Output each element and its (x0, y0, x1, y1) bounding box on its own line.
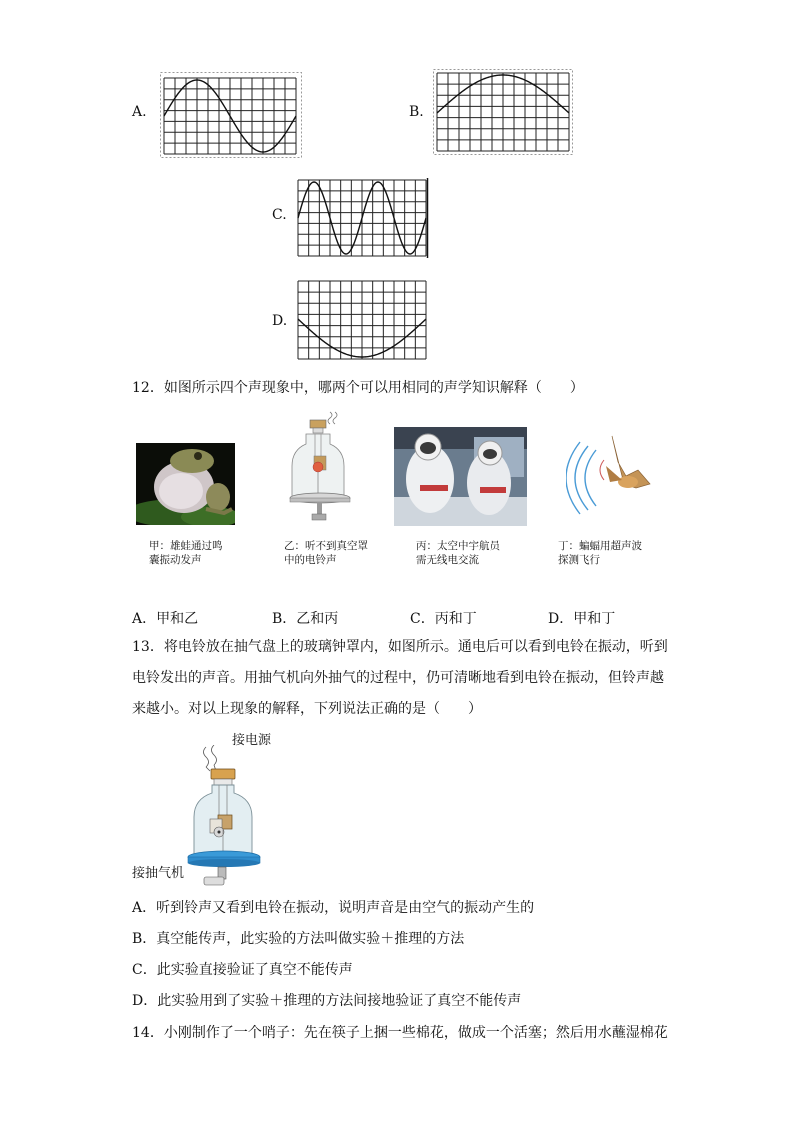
q13-stem: 13．将电铃放在抽气盘上的玻璃钟罩内，如图所示。通电后可以看到电铃在振动，听到 电铃发出的声音。用抽气机向外抽气的过程中，仍可清晰地看到电铃在振动，但铃声越 来越小。对以上现象的解释，下列说法正确的是（ ） (132, 639, 668, 717)
q12-choice-c[interactable]: C．丙和丁 (410, 611, 477, 627)
q13-choice-d[interactable]: D．此实验用到了实验＋推理的方法间接地验证了真空不能传声 (132, 993, 522, 1009)
option-b-letter[interactable]: B. (409, 104, 424, 120)
option-a-letter[interactable]: A. (132, 104, 147, 120)
waveform-a (160, 72, 302, 158)
q12-stem: 12．如图所示四个声现象中，哪两个可以用相同的声学知识解释（ ） (132, 380, 584, 396)
q14-stem: 14．小刚制作了一个哨子：先在筷子上捆一些棉花，做成一个活塞；然后用水蘸湿棉花 (132, 1025, 668, 1041)
waveform-c (296, 178, 430, 258)
astronauts-image (394, 427, 527, 526)
frog-image (136, 443, 235, 525)
label-pump: 接抽气机 (132, 866, 185, 881)
bell-jar-diagram (186, 745, 262, 890)
option-c-letter[interactable]: C. (272, 207, 287, 223)
q13-choice-a[interactable]: A．听到铃声又看到电铃在振动，说明声音是由空气的振动产生的 (132, 900, 535, 916)
label-power: 接电源 (232, 733, 272, 748)
q13-choice-c[interactable]: C．此实验直接验证了真空不能传声 (132, 962, 353, 978)
waveform-b (433, 69, 573, 155)
caption-ding: 丁：蝙蝠用超声波 探测飞行 (558, 540, 642, 566)
q12-choice-d[interactable]: D．甲和丁 (548, 611, 616, 627)
q13-choice-b[interactable]: B．真空能传声，此实验的方法叫做实验＋推理的方法 (132, 931, 465, 947)
caption-yi: 乙：听不到真空罩 中的电铃声 (284, 540, 368, 566)
option-d-letter[interactable]: D. (272, 313, 288, 329)
caption-jia: 甲：雄蛙通过鸣 囊振动发声 (149, 540, 223, 566)
q12-choice-b[interactable]: B．乙和丙 (272, 611, 339, 627)
bat-image (566, 432, 658, 520)
q12-choice-a[interactable]: A．甲和乙 (132, 611, 199, 627)
bell-jar-image (288, 410, 352, 530)
waveform-d (296, 279, 430, 361)
caption-bing: 丙：太空中宇航员 需无线电交流 (416, 540, 500, 566)
